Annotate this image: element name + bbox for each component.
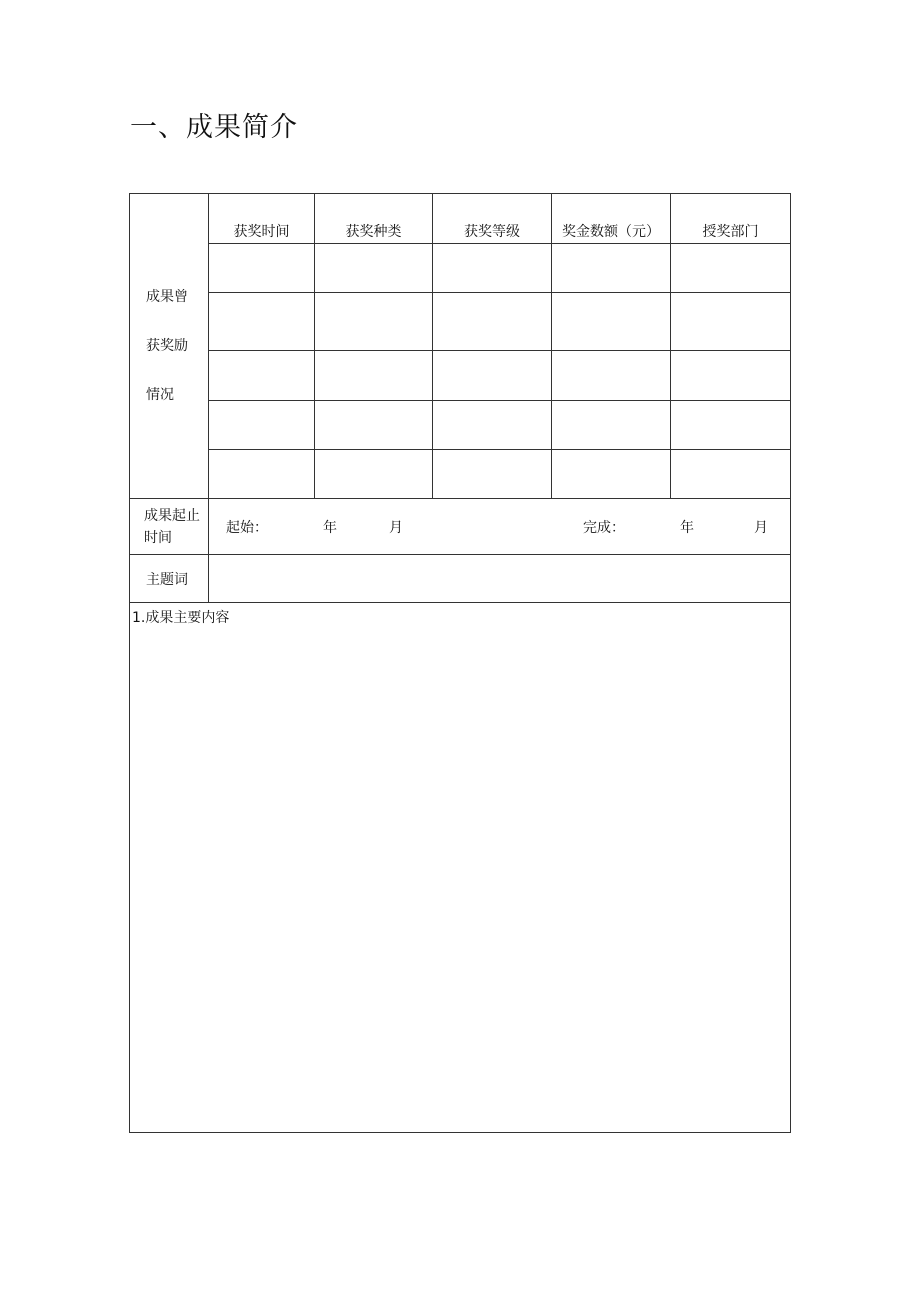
award-cell-amount[interactable] bbox=[552, 401, 671, 450]
award-cell-time[interactable] bbox=[209, 351, 315, 401]
award-cell-type[interactable] bbox=[315, 450, 433, 499]
header-award-department: 授奖部门 bbox=[671, 194, 791, 244]
time-label-line-1: 成果起止 bbox=[144, 507, 200, 524]
award-cell-department[interactable] bbox=[671, 293, 791, 351]
time-label-line-2: 时间 bbox=[144, 529, 172, 546]
content-heading: 1.成果主要内容 bbox=[132, 610, 230, 626]
award-header-row bbox=[130, 194, 791, 244]
award-cell-time[interactable] bbox=[209, 450, 315, 499]
content-row bbox=[130, 603, 791, 1133]
award-cell-type[interactable] bbox=[315, 351, 433, 401]
award-cell-amount[interactable] bbox=[552, 293, 671, 351]
keywords-label: 主题词 bbox=[130, 555, 209, 603]
start-label: 起始： bbox=[226, 520, 268, 536]
award-cell-level[interactable] bbox=[433, 450, 552, 499]
achievement-form-table bbox=[129, 193, 791, 1133]
time-label bbox=[130, 499, 209, 555]
header-award-time: 获奖时间 bbox=[209, 194, 315, 244]
award-cell-amount[interactable] bbox=[552, 351, 671, 401]
keywords-row bbox=[130, 555, 791, 603]
end-label: 完成： bbox=[583, 520, 625, 536]
award-row bbox=[130, 293, 791, 351]
award-cell-level[interactable] bbox=[433, 293, 552, 351]
award-row bbox=[130, 351, 791, 401]
award-row bbox=[130, 401, 791, 450]
award-cell-department[interactable] bbox=[671, 351, 791, 401]
award-cell-department[interactable] bbox=[671, 244, 791, 293]
start-year-unit: 年 bbox=[323, 520, 337, 536]
award-cell-time[interactable] bbox=[209, 293, 315, 351]
time-field[interactable] bbox=[209, 499, 791, 555]
award-side-label-line-2: 获奖励 bbox=[146, 337, 188, 354]
header-award-level: 获奖等级 bbox=[433, 194, 552, 244]
end-month-unit: 月 bbox=[754, 520, 768, 536]
award-cell-type[interactable] bbox=[315, 401, 433, 450]
award-cell-type[interactable] bbox=[315, 293, 433, 351]
award-row bbox=[130, 450, 791, 499]
award-cell-time[interactable] bbox=[209, 401, 315, 450]
header-award-type: 获奖种类 bbox=[315, 194, 433, 244]
award-cell-department[interactable] bbox=[671, 450, 791, 499]
start-month-unit: 月 bbox=[389, 520, 403, 536]
award-cell-level[interactable] bbox=[433, 401, 552, 450]
award-cell-amount[interactable] bbox=[552, 244, 671, 293]
time-row bbox=[130, 499, 791, 555]
award-side-label-line-1: 成果曾 bbox=[146, 288, 188, 305]
header-award-amount: 奖金数额（元） bbox=[552, 194, 671, 244]
award-cell-time[interactable] bbox=[209, 244, 315, 293]
award-cell-level[interactable] bbox=[433, 244, 552, 293]
end-year-unit: 年 bbox=[680, 520, 694, 536]
award-cell-level[interactable] bbox=[433, 351, 552, 401]
section-title: 一、成果简介 bbox=[130, 112, 298, 143]
award-side-label-line-3: 情况 bbox=[146, 386, 174, 403]
award-row bbox=[130, 244, 791, 293]
award-side-label bbox=[130, 194, 209, 499]
keywords-field[interactable] bbox=[209, 555, 791, 603]
award-cell-type[interactable] bbox=[315, 244, 433, 293]
content-field[interactable] bbox=[130, 603, 791, 1133]
award-cell-department[interactable] bbox=[671, 401, 791, 450]
award-cell-amount[interactable] bbox=[552, 450, 671, 499]
